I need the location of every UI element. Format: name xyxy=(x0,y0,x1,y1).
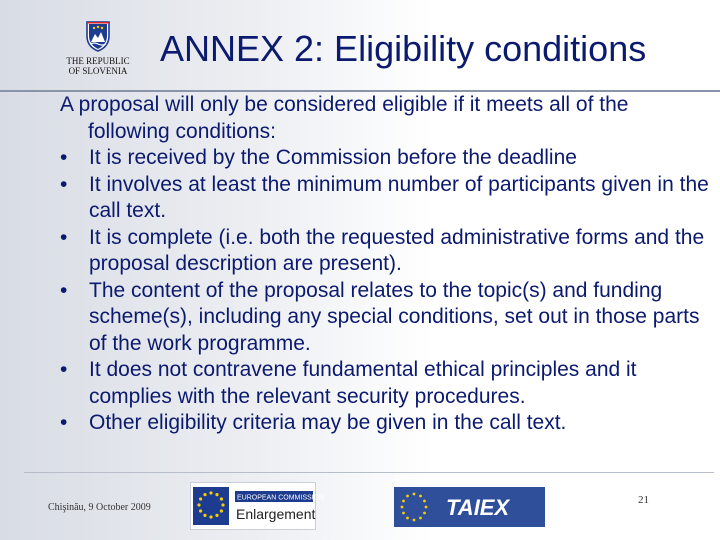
taiex-star-icon xyxy=(394,487,545,527)
bullet-icon: • xyxy=(60,411,68,434)
list-item-text: It is received by the Commission before the deadline xyxy=(89,146,577,169)
bullet-icon: • xyxy=(60,172,68,196)
bullet-icon: • xyxy=(60,358,68,381)
footer-date: Chişinău, 9 October 2009 xyxy=(48,502,151,513)
list-item xyxy=(60,225,710,278)
taiex-logo-text: TAIEX xyxy=(446,495,510,520)
list-item-text: It involves at least the minimum number of participants given in the call text. xyxy=(89,172,709,222)
list-item-text: Other eligibility criteria may be given in the call text. xyxy=(89,411,567,434)
slide-title: ANNEX 2: Eligibility conditions xyxy=(160,28,647,69)
intro-text: A proposal will only be considered eligible if it meets all of the following conditions: xyxy=(60,93,629,143)
slovenia-logo xyxy=(60,20,136,76)
list-item-text: It does not contravene fundamental ethical principles and it complies with the relevant security procedures. xyxy=(89,358,637,408)
slide-body xyxy=(60,92,710,437)
taiex-logo xyxy=(394,487,545,527)
conditions-list xyxy=(60,145,710,437)
footer-divider xyxy=(24,472,714,473)
eu-flag-icon xyxy=(191,483,325,529)
list-item-text: The content of the proposal relates to the topic(s) and funding scheme(s), including any special conditions, set out in those parts of the work programme. xyxy=(89,278,700,355)
bullet-icon: • xyxy=(60,146,68,169)
list-item xyxy=(60,278,710,358)
list-item-text: It is complete (i.e. both the requested administrative forms and the proposal description are present). xyxy=(89,225,705,275)
list-item xyxy=(60,410,710,437)
bullet-icon: • xyxy=(60,278,68,302)
ec-logo-line1: EUROPEAN COMMISSION xyxy=(237,494,325,502)
ec-logo-line2: Enlargement xyxy=(236,506,316,522)
list-item xyxy=(60,172,710,225)
bullet-icon: • xyxy=(60,225,68,249)
page-number: 21 xyxy=(638,494,649,506)
coat-of-arms-icon xyxy=(85,20,111,52)
list-item xyxy=(60,145,710,172)
european-commission-logo xyxy=(190,482,325,530)
list-item xyxy=(60,357,710,410)
logo-caption: THE REPUBLIC OF SLOVENIA xyxy=(66,56,130,76)
